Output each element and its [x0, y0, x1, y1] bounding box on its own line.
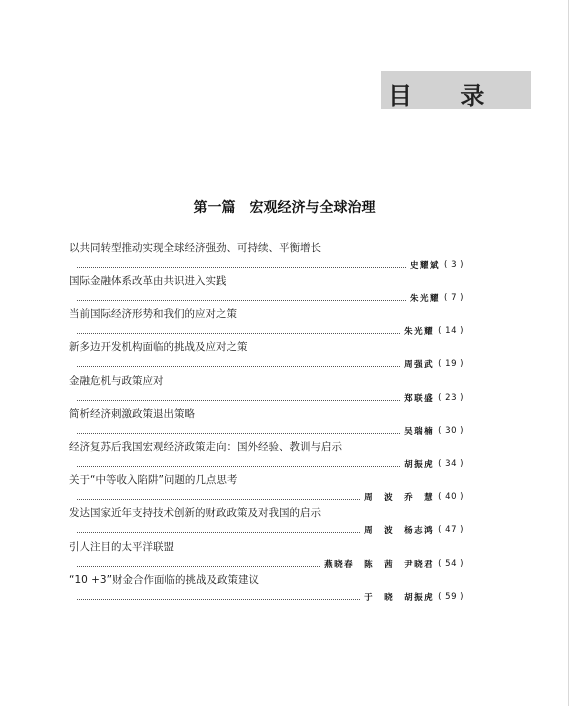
entry-title[interactable]: 简析经济刺激政策退出策略 — [69, 408, 195, 420]
dot-leader — [77, 499, 360, 500]
entry-authors: 朱光耀 — [404, 327, 435, 337]
entry-leader-line — [77, 424, 464, 438]
dot-leader — [77, 400, 400, 401]
toc-entry[interactable] — [69, 407, 464, 440]
entry-title[interactable]: 发达国家近年支持技术创新的财政政策及对我国的启示 — [69, 507, 321, 519]
entry-title[interactable]: 以共同转型推动实现全球经济强劲、可持续、平衡增长 — [69, 242, 321, 254]
toc-entry[interactable] — [69, 573, 464, 606]
toc-entry[interactable] — [69, 440, 464, 473]
toc-entry[interactable] — [69, 374, 464, 407]
dot-leader — [77, 599, 360, 600]
dot-leader — [77, 433, 400, 434]
entry-authors: 周 波 杨志鸿 — [364, 526, 435, 536]
entry-page-number: ( 30 ) — [438, 426, 464, 436]
entry-authors: 胡振虎 — [404, 460, 435, 470]
entry-authors: 于 晓 胡振虎 — [364, 593, 435, 603]
entry-leader-line — [77, 490, 464, 504]
entry-leader-line — [77, 291, 464, 305]
entry-leader-line — [77, 324, 464, 338]
entry-title[interactable]: 当前国际经济形势和我们的应对之策 — [69, 308, 237, 320]
dot-leader — [77, 267, 406, 268]
entry-page-number: ( 23 ) — [438, 393, 464, 403]
toc-entry[interactable] — [69, 307, 464, 340]
dot-leader — [77, 566, 320, 567]
toc-entry[interactable] — [69, 506, 464, 539]
entry-authors: 朱光耀 — [410, 294, 441, 304]
entry-authors: 史耀斌 — [410, 261, 441, 271]
entry-leader-line — [77, 590, 464, 604]
entry-leader-line — [77, 391, 464, 405]
entry-leader-line — [77, 258, 464, 272]
entry-page-number: ( 7 ) — [444, 293, 464, 303]
toc-entry[interactable] — [69, 241, 464, 274]
entry-page-number: ( 3 ) — [444, 260, 464, 270]
toc-entry[interactable] — [69, 473, 464, 506]
entry-page-number: ( 47 ) — [438, 525, 464, 535]
entry-page-number: ( 34 ) — [438, 459, 464, 469]
entry-title[interactable]: 关于“中等收入陷阱”问题的几点思考 — [69, 474, 238, 486]
dot-leader — [77, 333, 400, 334]
entry-authors: 周 波 乔 慧 — [364, 493, 435, 503]
dot-leader — [77, 466, 400, 467]
entry-title[interactable]: 金融危机与政策应对 — [69, 375, 164, 387]
toc-entry[interactable] — [69, 274, 464, 307]
entry-authors: 吴瑞楠 — [404, 427, 435, 437]
entry-page-number: ( 54 ) — [438, 559, 464, 569]
entry-title[interactable]: 新多边开发机构面临的挑战及应对之策 — [69, 341, 248, 353]
entry-title[interactable]: 经济复苏后我国宏观经济政策走向：国外经验、教训与启示 — [69, 441, 342, 453]
entry-page-number: ( 40 ) — [438, 492, 464, 502]
entry-leader-line — [77, 357, 464, 371]
entry-leader-line — [77, 557, 464, 571]
entry-title[interactable]: 国际金融体系改革由共识进入实践 — [69, 275, 227, 287]
dot-leader — [77, 366, 400, 367]
toc-entry[interactable] — [69, 340, 464, 373]
toc-entry[interactable] — [69, 540, 464, 573]
entry-page-number: ( 59 ) — [438, 592, 464, 602]
entry-leader-line — [77, 457, 464, 471]
part-title: 第一篇 宏观经济与全球治理 — [193, 200, 376, 216]
entry-authors: 郑联盛 — [404, 394, 435, 404]
dot-leader — [77, 532, 360, 533]
entry-authors: 周强武 — [404, 360, 435, 370]
contents-title: 目 录 — [388, 81, 505, 110]
entry-authors: 燕晓春 陈 茜 尹晓君 — [324, 560, 435, 570]
entry-page-number: ( 14 ) — [438, 326, 464, 336]
entry-title[interactable]: 引人注目的太平洋联盟 — [69, 541, 174, 553]
entry-title[interactable]: “10 +3”财金合作面临的挑战及政策建议 — [69, 574, 260, 586]
entry-page-number: ( 19 ) — [438, 359, 464, 369]
dot-leader — [77, 300, 406, 301]
entry-leader-line — [77, 523, 464, 537]
